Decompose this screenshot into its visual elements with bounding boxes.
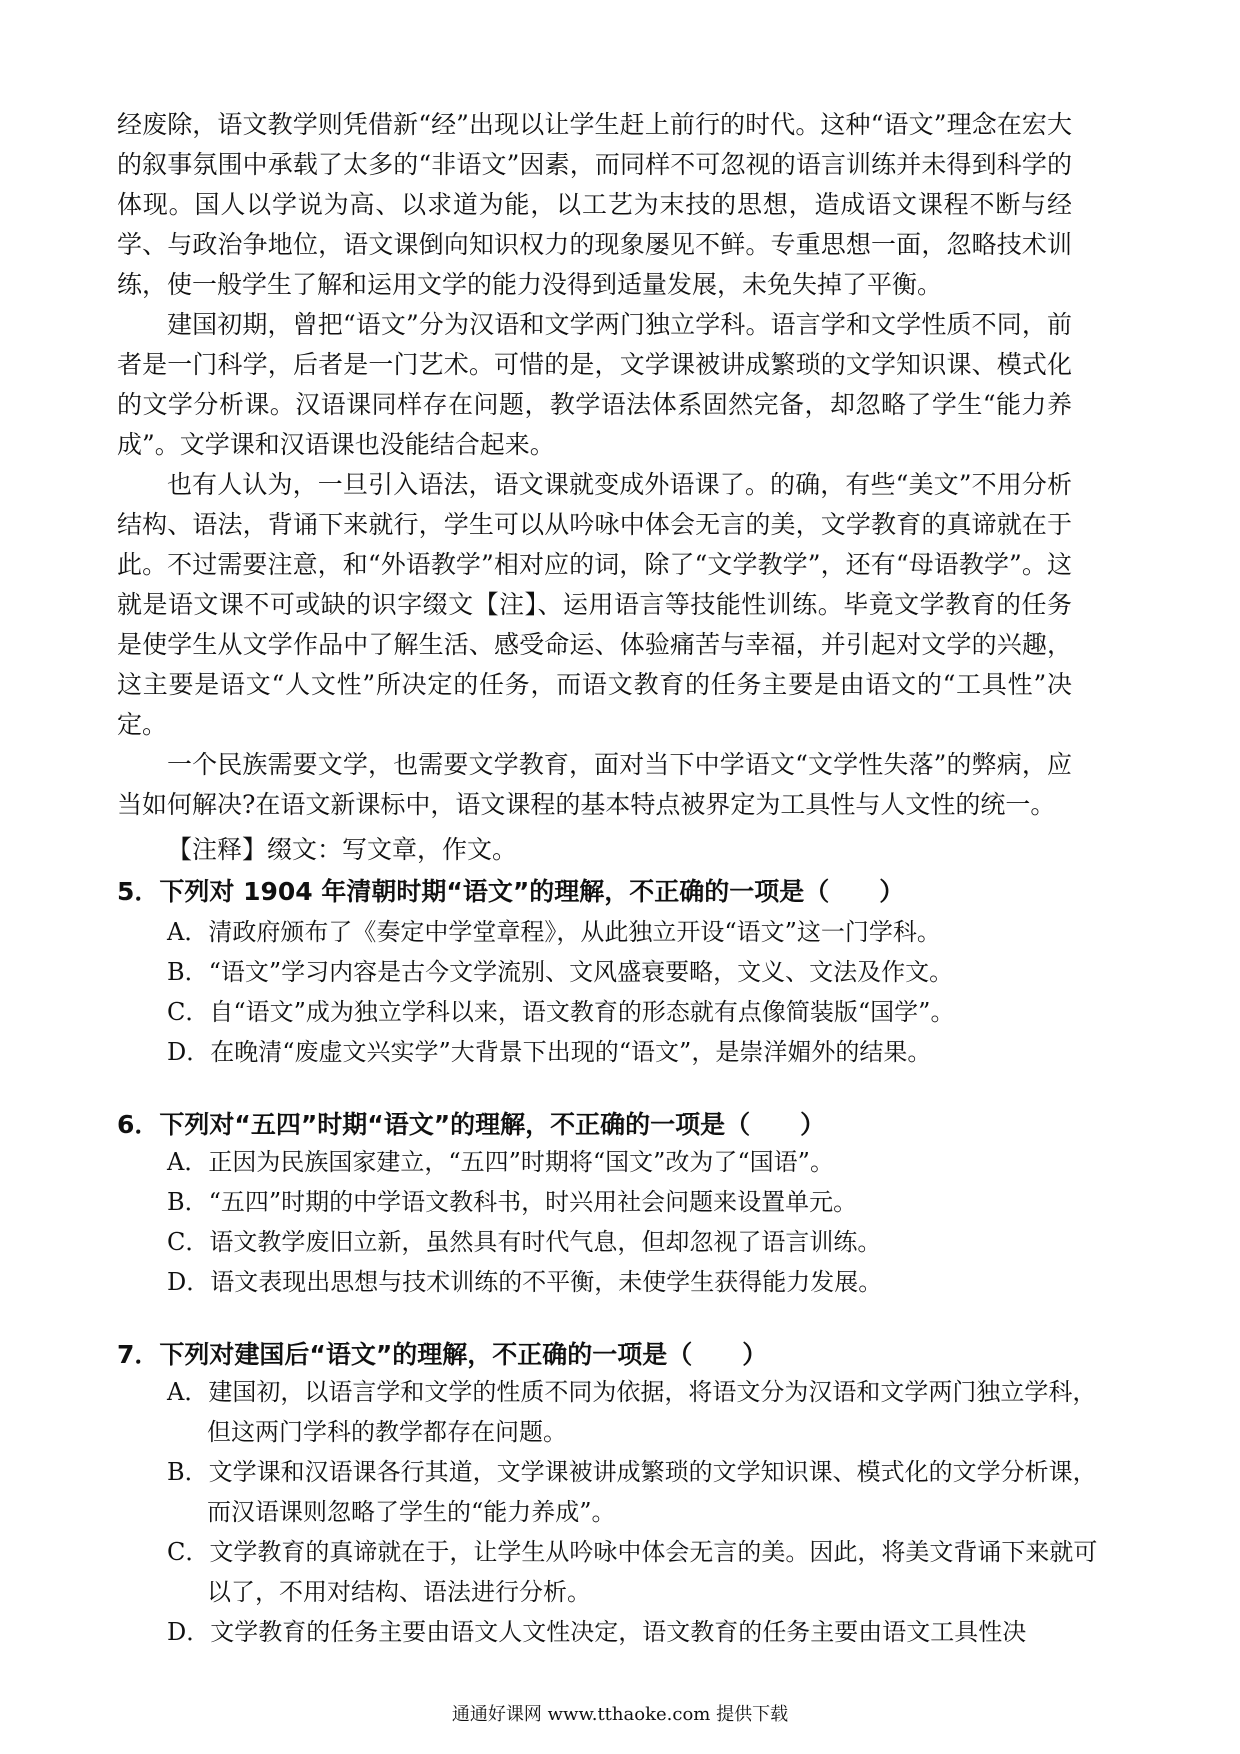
page-footer: 通通好课网 www.tthaoke.com 提供下载	[451, 1704, 789, 1725]
passage-paragraph-1: 经废除，语文教学则凭借新“经”出现以让学生赶上前行的时代。这种“语文”理念在宏大的叙事氛围中承载了太多的“非语文”因素，而同样不可忽视的语言训练并未得到科学的体现。国人以学说为高、以求道为能，以工艺为末技的思想，造成语文课程不断与经学、与政治争地位，语文课倒向知识权力的现象屡见不鲜。专重思想一面，忽略技术训练，使一般学生了解和运用文学的能力没得到适量发展，未免失掉了平衡。	[117, 110, 1072, 299]
question-5-option-a: A．清政府颁布了《奏定中学堂章程》，从此独立开设“语文”这一门学科。	[167, 918, 941, 946]
question-7-option-a: A．建国初，以语言学和文学的性质不同为依据，将语文分为汉语和文学两门独立学科，但这两门学科的教学都存在问题。	[167, 1378, 1097, 1446]
passage-paragraph-4: 一个民族需要文学，也需要文学教育，面对当下中学语文“文学性失落”的弊病，应当如何解决?在语文新课标中，语文课程的基本特点被界定为工具性与人文性的统一。	[117, 750, 1072, 819]
passage-paragraph-2: 建国初期，曾把“语文”分为汉语和文学两门独立学科。语言学和文学性质不同，前者是一门科学，后者是一门艺术。可惜的是，文学课被讲成繁琐的文学知识课、模式化的文学分析课。汉语课同样存在问题，教学语法体系固然完备，却忽略了学生“能力养成”。文学课和汉语课也没能结合起来。	[117, 310, 1072, 459]
question-6-option-a: A．正因为民族国家建立，“五四”时期将“国文”改为了“国语”。	[167, 1148, 834, 1176]
passage-paragraph-3: 也有人认为，一旦引入语法，语文课就变成外语课了。的确，有些“美文”不用分析结构、语法，背诵下来就行，学生可以从吟咏中体会无言的美，文学教育的真谛就在于此。不过需要注意，和“外语教学”相对应的词，除了“文学教学”，还有“母语教学”。这就是语文课不可或缺的识字缀文【注】、运用语言等技能性训练。毕竟文学教育的任务是使学生从文学作品中了解生活、感受命运、体验痛苦与幸福，并引起对文学的兴趣，这主要是语文“人文性”所决定的任务，而语文教育的任务主要是由语文的“工具性”决定。	[117, 470, 1072, 739]
question-6-stem: 6．下列对“五四”时期“语文”的理解，不正确的一项是（ ）	[117, 1110, 826, 1139]
question-5-option-d: D．在晚清“废虚文兴实学”大背景下出现的“语文”，是崇洋媚外的结果。	[167, 1038, 932, 1066]
question-5-option-c: C．自“语文”成为独立学科以来，语文教育的形态就有点像简装版“国学”。	[167, 998, 955, 1026]
question-5-stem: 5．下列对 1904 年清朝时期“语文”的理解，不正确的一项是（ ）	[117, 877, 905, 906]
question-6-option-d: D．语文表现出思想与技术训练的不平衡，未使学生获得能力发展。	[167, 1268, 883, 1296]
question-7-option-d: D．文学教育的任务主要由语文人文性决定，语文教育的任务主要由语文工具性决	[167, 1618, 1027, 1646]
question-7-option-c: C．文学教育的真谛就在于，让学生从吟咏中体会无言的美。因此，将美文背诵下来就可以了，不用对结构、语法进行分析。	[167, 1538, 1098, 1606]
question-7-stem: 7．下列对建国后“语文”的理解，不正确的一项是（ ）	[117, 1340, 768, 1369]
question-5-option-b: B．“语文”学习内容是古今文学流别、文风盛衰要略，文义、文法及作文。	[167, 958, 954, 986]
question-6-option-b: B．“五四”时期的中学语文教科书，时兴用社会问题来设置单元。	[167, 1188, 858, 1216]
annotation-note: 【注释】缀文：写文章，作文。	[167, 835, 518, 864]
question-7-option-b: B．文学课和汉语课各行其道，文学课被讲成繁琐的文学知识课、模式化的文学分析课，而汉语课则忽略了学生的“能力养成”。	[167, 1458, 1097, 1526]
question-6-option-c: C．语文教学废旧立新，虽然具有时代气息，但却忽视了语言训练。	[167, 1228, 882, 1256]
